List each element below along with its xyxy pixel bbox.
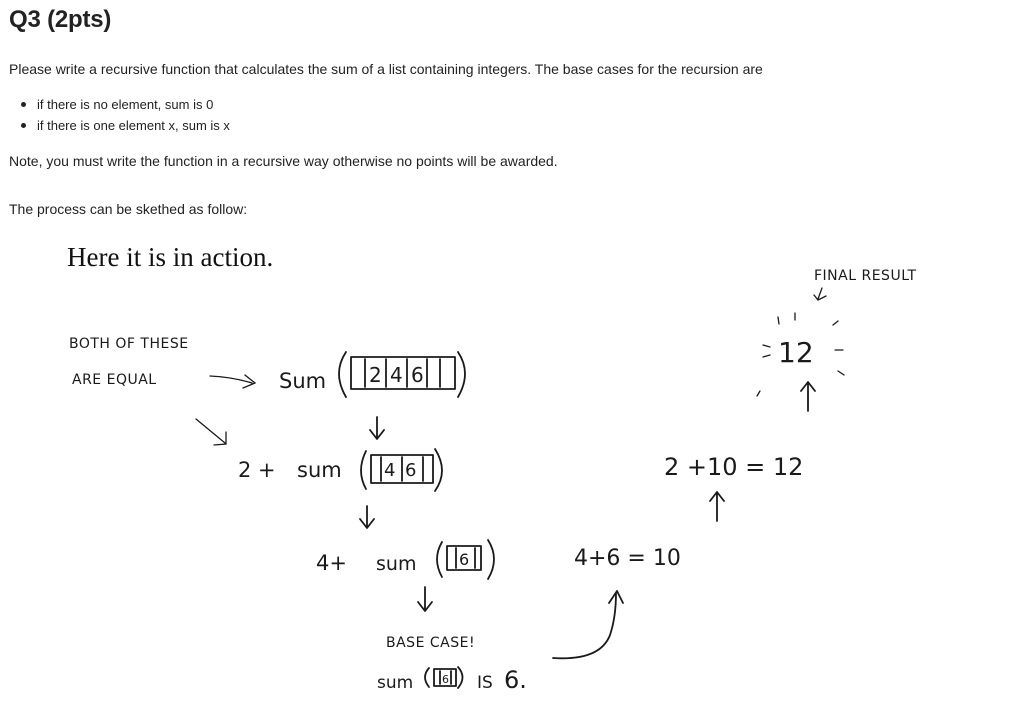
- base-case-value: 6.: [504, 666, 527, 694]
- question-title: Q3 (2pts): [9, 6, 112, 33]
- paren-right: [458, 667, 463, 688]
- recursion-figure: [0, 225, 1024, 708]
- both-label-line1: BOTH OF THESE: [69, 336, 189, 352]
- down-arrow-icon: [418, 587, 432, 611]
- paren-left: [437, 542, 442, 577]
- curved-arrow-icon: [553, 591, 623, 658]
- question-note: Note, you must write the function in a recursive way otherwise no points will be awarded.: [9, 153, 558, 169]
- paren-left: [339, 352, 346, 397]
- paren-left: [425, 668, 429, 687]
- list-item: 4: [384, 460, 396, 481]
- base-cases-list: [19, 94, 230, 136]
- base-case-item: if there is no element, sum is 0: [19, 94, 230, 115]
- up-arrow-icon: [801, 382, 815, 411]
- figure-title: Here it is in action.: [67, 242, 274, 272]
- list-item: 6: [405, 460, 417, 481]
- both-label-line2: ARE EQUAL: [72, 372, 157, 388]
- list-item: 2: [369, 363, 382, 387]
- sum-word: sum: [377, 673, 414, 693]
- calc-inner: 4+6 = 10: [574, 546, 681, 571]
- sum-word: sum: [376, 553, 417, 575]
- down-arrow-icon: [360, 506, 374, 528]
- final-value: 12: [778, 336, 814, 369]
- recursion-diagram: [0, 225, 1024, 708]
- base-case-label: BASE CASE!: [386, 635, 476, 651]
- diagonal-arrow-icon: [196, 419, 226, 445]
- final-result-arrow-icon: [814, 288, 826, 300]
- list-item: 6: [411, 363, 424, 387]
- down-arrow-icon: [370, 417, 384, 439]
- paren-left: [361, 451, 366, 489]
- sum-word: sum: [297, 458, 342, 482]
- paren-right: [458, 352, 465, 397]
- right-arrow-icon: [210, 375, 255, 388]
- paren-right: [488, 540, 494, 579]
- step1-prefix: 2 +: [238, 458, 276, 482]
- final-result-label: FINAL RESULT: [814, 268, 917, 284]
- up-arrow-icon: [710, 492, 724, 521]
- list-item: 6: [459, 550, 470, 569]
- base-case-item: if there is one element x, sum is x: [19, 115, 230, 136]
- paren-right: [435, 449, 442, 491]
- list-item: 4: [390, 363, 403, 387]
- sketch-intro: The process can be skethed as follow:: [9, 201, 248, 217]
- step2-prefix: 4+: [316, 551, 347, 575]
- list-item: 6: [442, 673, 449, 686]
- base-case-tail: IS: [477, 673, 493, 693]
- sum-word: Sum: [279, 369, 327, 393]
- question-intro: Please write a recursive function that calculates the sum of a list containing integers. The base cases for the recursion are: [9, 61, 763, 77]
- calc-outer: 2 +10 = 12: [664, 453, 804, 481]
